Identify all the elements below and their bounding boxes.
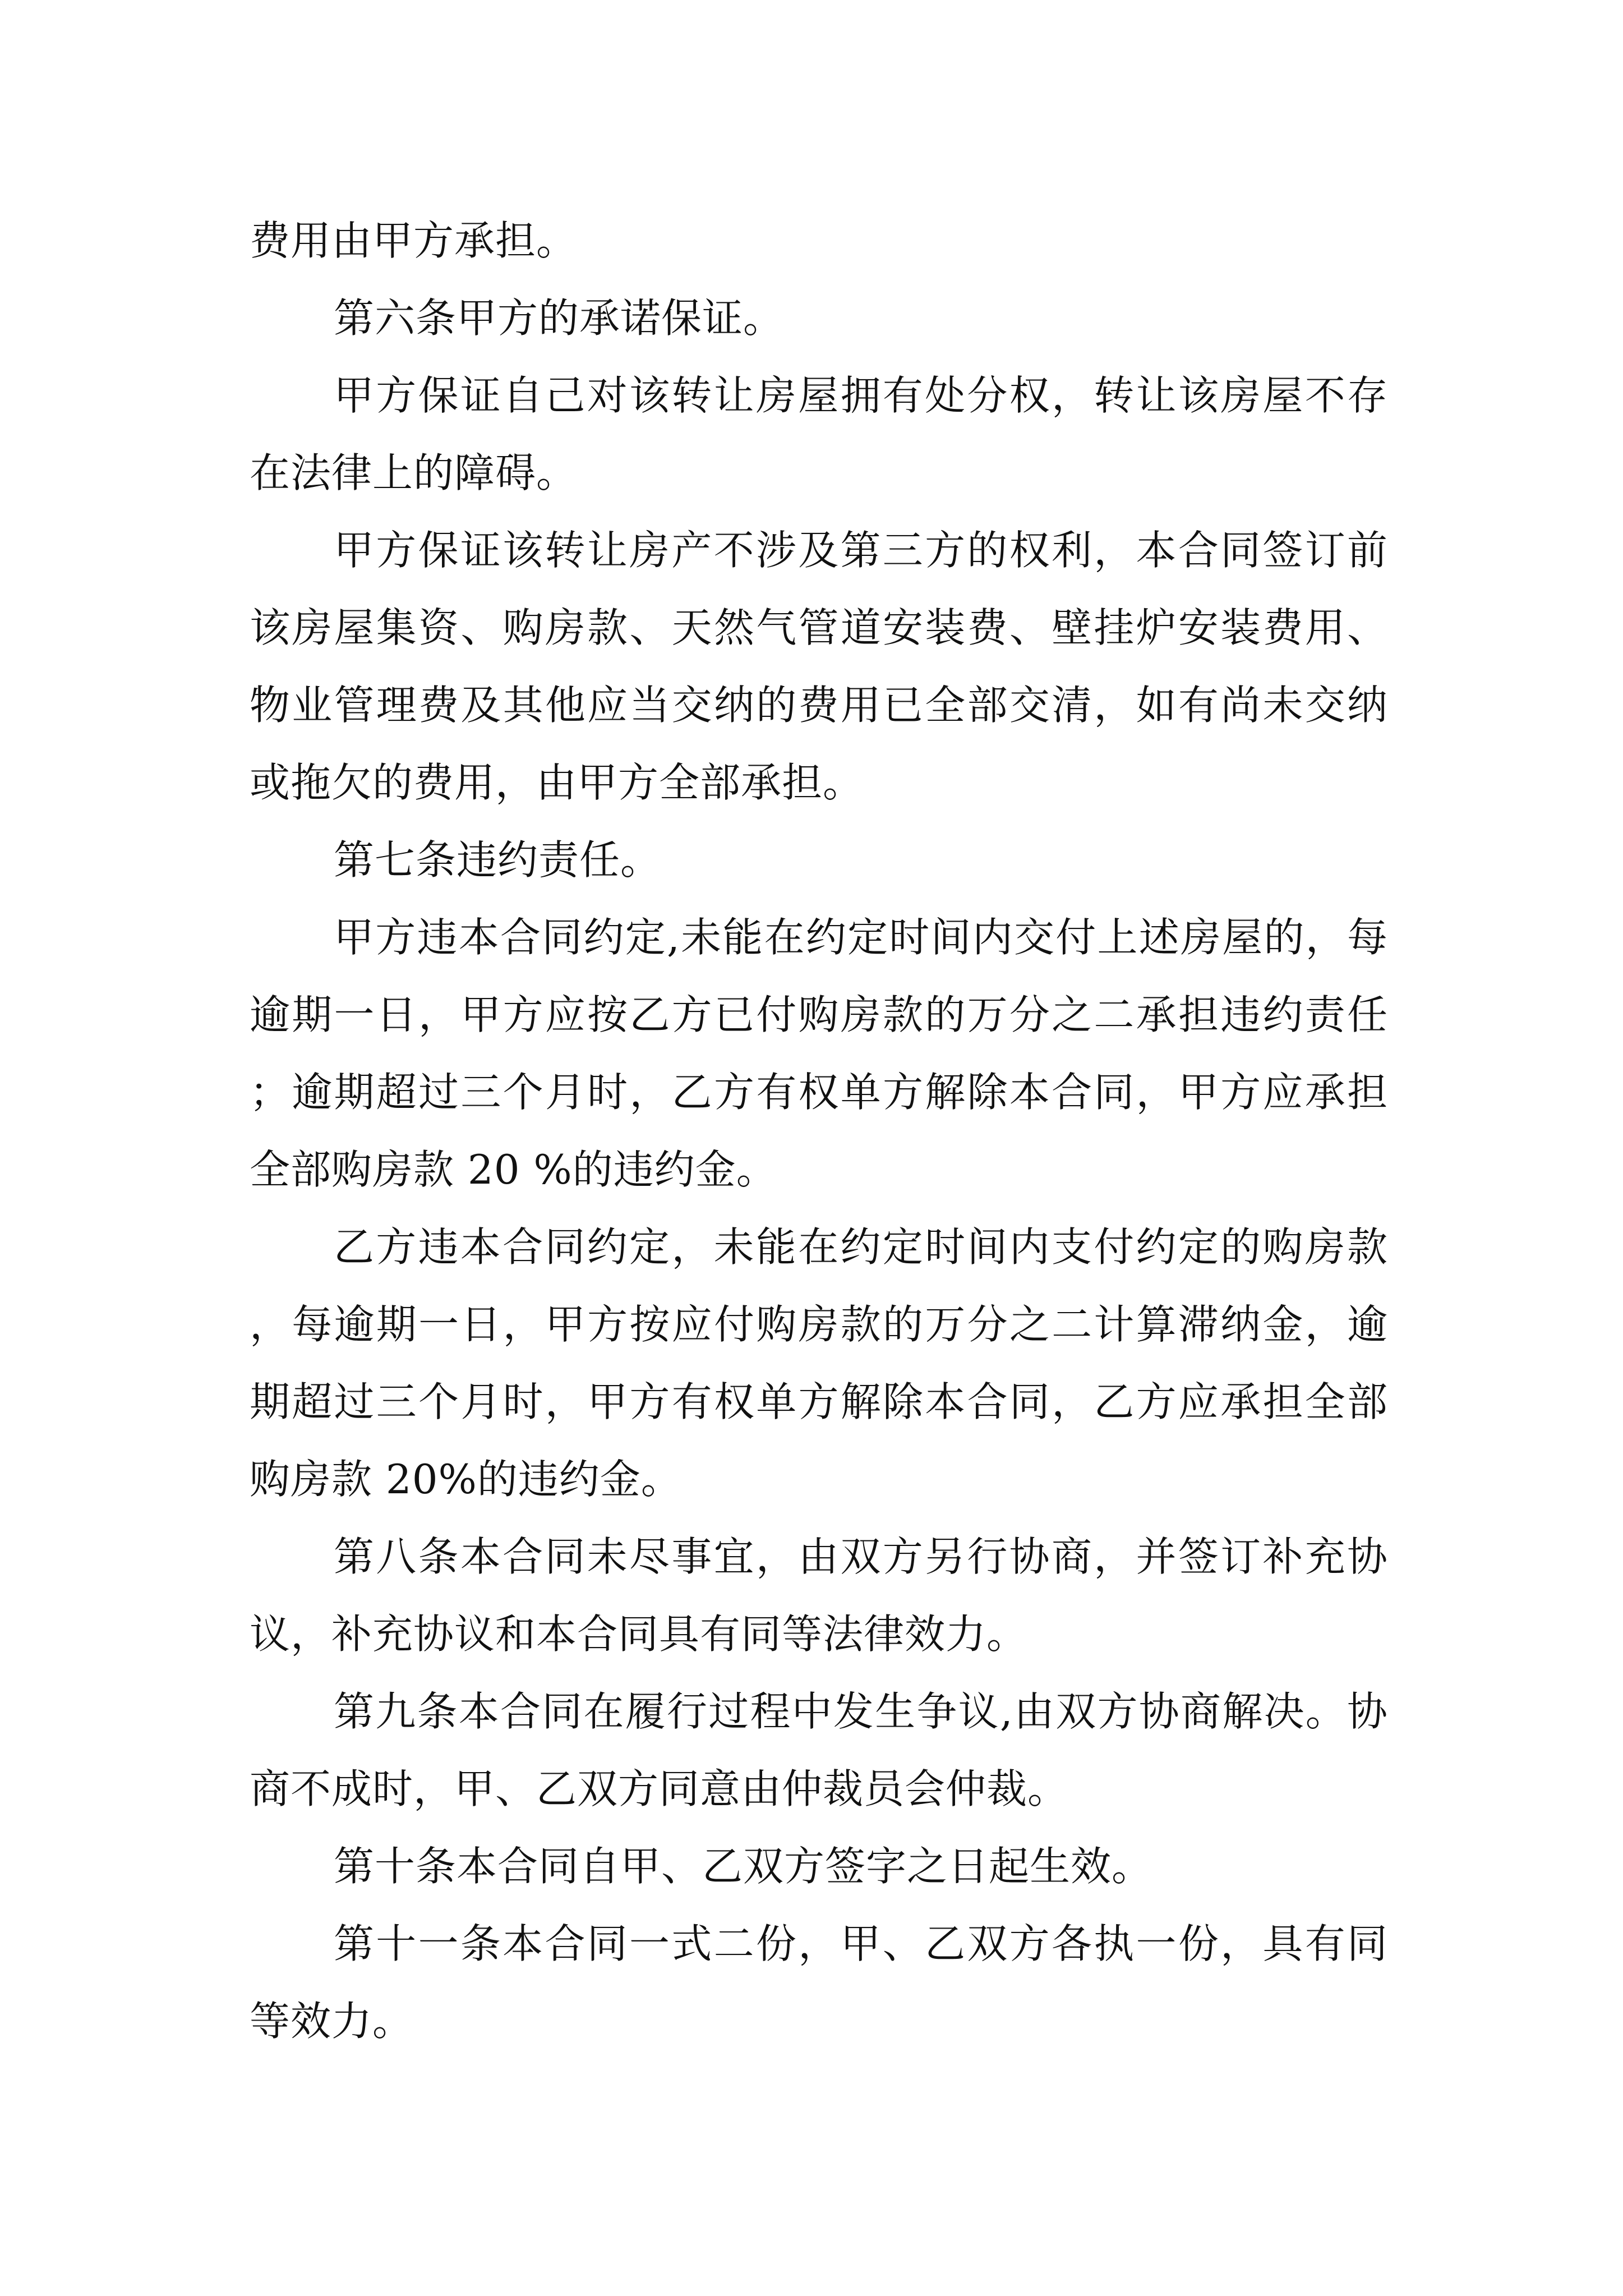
paragraph-article-9: 第九条本合同在履行过程中发生争议,由双方协商解决。协商不成时，甲、乙双方同意由仲裁员会仲裁。 xyxy=(250,1688,1388,1812)
paragraph-no-third-party-rights: 甲方保证该转让房产不涉及第三方的权利，本合同签订前该房屋集资、购房款、天然气管道安装费、壁挂炉安装费用、物业管理费及其他应当交纳的费用已全部交清，如有尚未交纳或拖欠的费用，由甲方全部承担。 xyxy=(250,527,1388,806)
paragraph-party-b-breach: 乙方违本合同约定，未能在约定时间内支付约定的购房款，每逾期一日，甲方按应付购房款的万分之二计算滞纳金，逾期超过三个月时，甲方有权单方解除本合同，乙方应承担全部购房款 20%的违约金。 xyxy=(250,1223,1388,1503)
paragraph-article-7-heading: 第七条违约责任。 xyxy=(334,836,662,884)
paragraph-fee-continuation: 费用由甲方承担。 xyxy=(250,217,578,264)
paragraph-article-10: 第十条本合同自甲、乙双方签字之日起生效。 xyxy=(334,1843,1153,1890)
paragraph-article-6-heading: 第六条甲方的承诺保证。 xyxy=(334,295,785,342)
paragraph-party-a-breach: 甲方违本合同约定,未能在约定时间内交付上述房屋的，每逾期一日，甲方应按乙方已付购房款的万分之二承担违约责任；逾期超过三个月时，乙方有权单方解除本合同，甲方应承担全部购房款 20 %的违约金。 xyxy=(250,914,1388,1193)
paragraph-disposal-right: 甲方保证自己对该转让房屋拥有处分权，转让该房屋不存在法律上的障碍。 xyxy=(250,372,1388,496)
contract-body xyxy=(250,202,1388,2060)
paragraph-article-11: 第十一条本合同一式二份，甲、乙双方各执一份，具有同等效力。 xyxy=(250,1920,1388,2045)
paragraph-article-8: 第八条本合同未尽事宜，由双方另行协商，并签订补充协议，补充协议和本合同具有同等法律效力。 xyxy=(250,1533,1388,1658)
